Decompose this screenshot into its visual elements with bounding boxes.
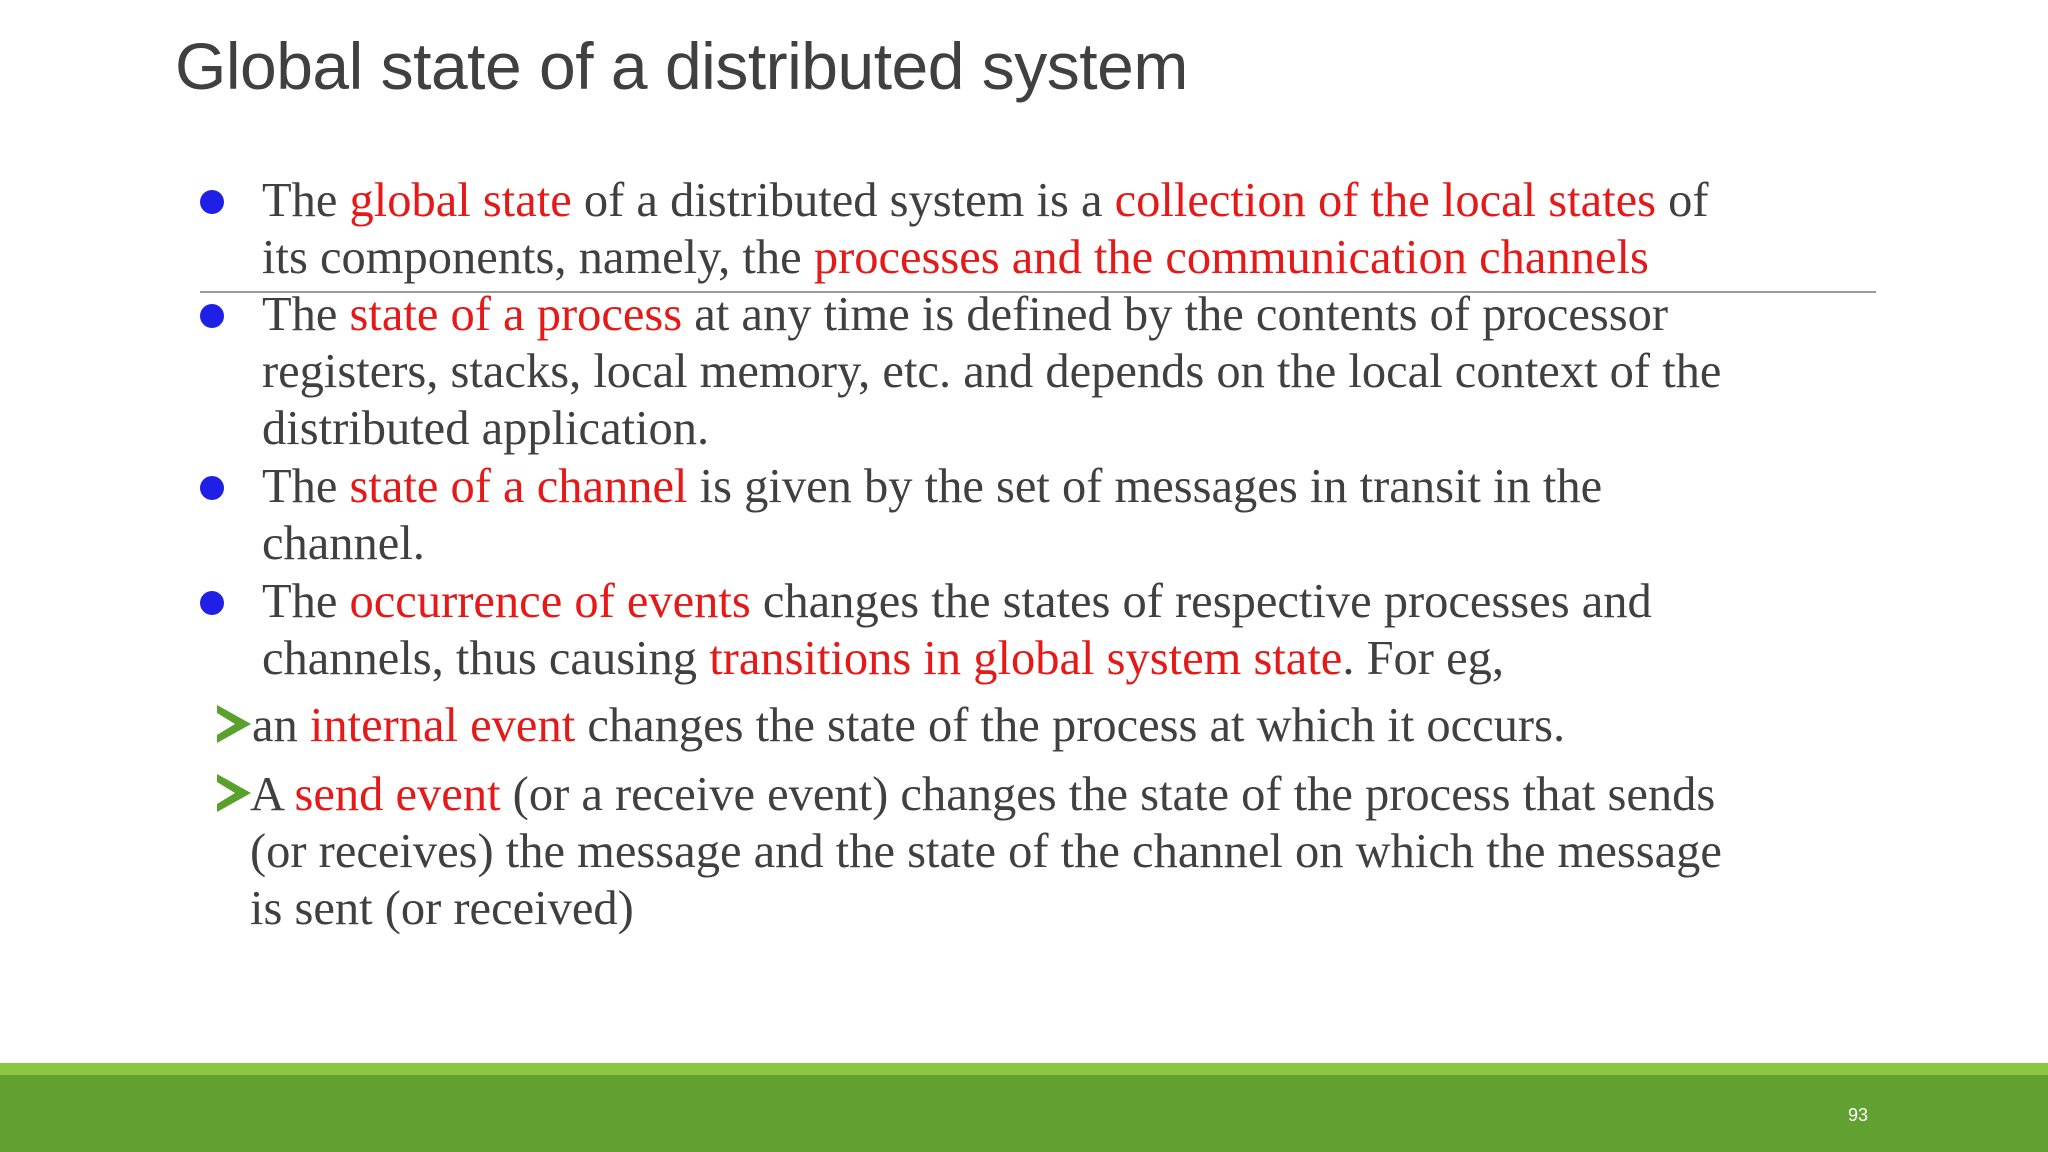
highlight-term: state of a channel <box>349 460 688 513</box>
bullet-line: distributed application. <box>262 402 710 455</box>
bullet-dot <box>200 190 224 214</box>
bullet-2 <box>262 286 1882 457</box>
highlight-term: send event <box>294 768 501 821</box>
bullet-line: The state of a channel is given by the set of messages in transit in the <box>262 460 1603 513</box>
bullet-dot <box>200 591 224 615</box>
arrow-bullet-icon <box>217 705 251 743</box>
bullet-line: channel. <box>262 517 425 570</box>
highlight-term: occurrence of events <box>349 575 751 628</box>
bullet-line: registers, stacks, local memory, etc. and depends on the local context of the <box>262 345 1722 398</box>
bullet-dot <box>200 304 224 328</box>
bullet-4 <box>262 573 1882 687</box>
bullet-line: The state of a process at any time is defined by the contents of processor <box>262 288 1669 341</box>
bullet-3 <box>262 458 1882 572</box>
highlight-term: state of a process <box>349 288 683 341</box>
sub-item-2 <box>250 766 1722 937</box>
sub-item-1: an internal event changes the state of the process at which it occurs. <box>252 699 1566 752</box>
bullet-line: The occurrence of events changes the states of respective processes and <box>262 575 1652 628</box>
highlight-term: internal event <box>309 699 576 752</box>
highlight-term: processes and the communication channels <box>813 231 1649 284</box>
highlight-term: transitions in global system state <box>709 632 1343 685</box>
bullet-dot <box>200 476 224 500</box>
slide-title: Global state of a distributed system <box>175 29 1188 103</box>
highlight-term: collection of the local states <box>1114 174 1657 227</box>
bullet-1 <box>262 172 1882 286</box>
arrow-bullet-icon <box>217 774 251 812</box>
bullet-line: channels, thus causing transitions in global system state. For eg, <box>262 632 1504 685</box>
sub-item-line: A send event (or a receive event) changes the state of the process that sends <box>250 768 1716 821</box>
page-number: 93 <box>1847 1105 1868 1125</box>
footer-accent-bar <box>0 1063 2048 1075</box>
sub-item-line: (or receives) the message and the state of the channel on which the message <box>250 825 1722 878</box>
bullet-line: The global state of a distributed system is a collection of the local states of <box>262 174 1709 227</box>
sub-item-line: is sent (or received) <box>250 882 634 935</box>
highlight-term: global state <box>349 174 572 227</box>
footer-bar <box>0 1075 2048 1152</box>
bullet-line: its components, namely, the processes and the communication channels <box>262 231 1649 284</box>
